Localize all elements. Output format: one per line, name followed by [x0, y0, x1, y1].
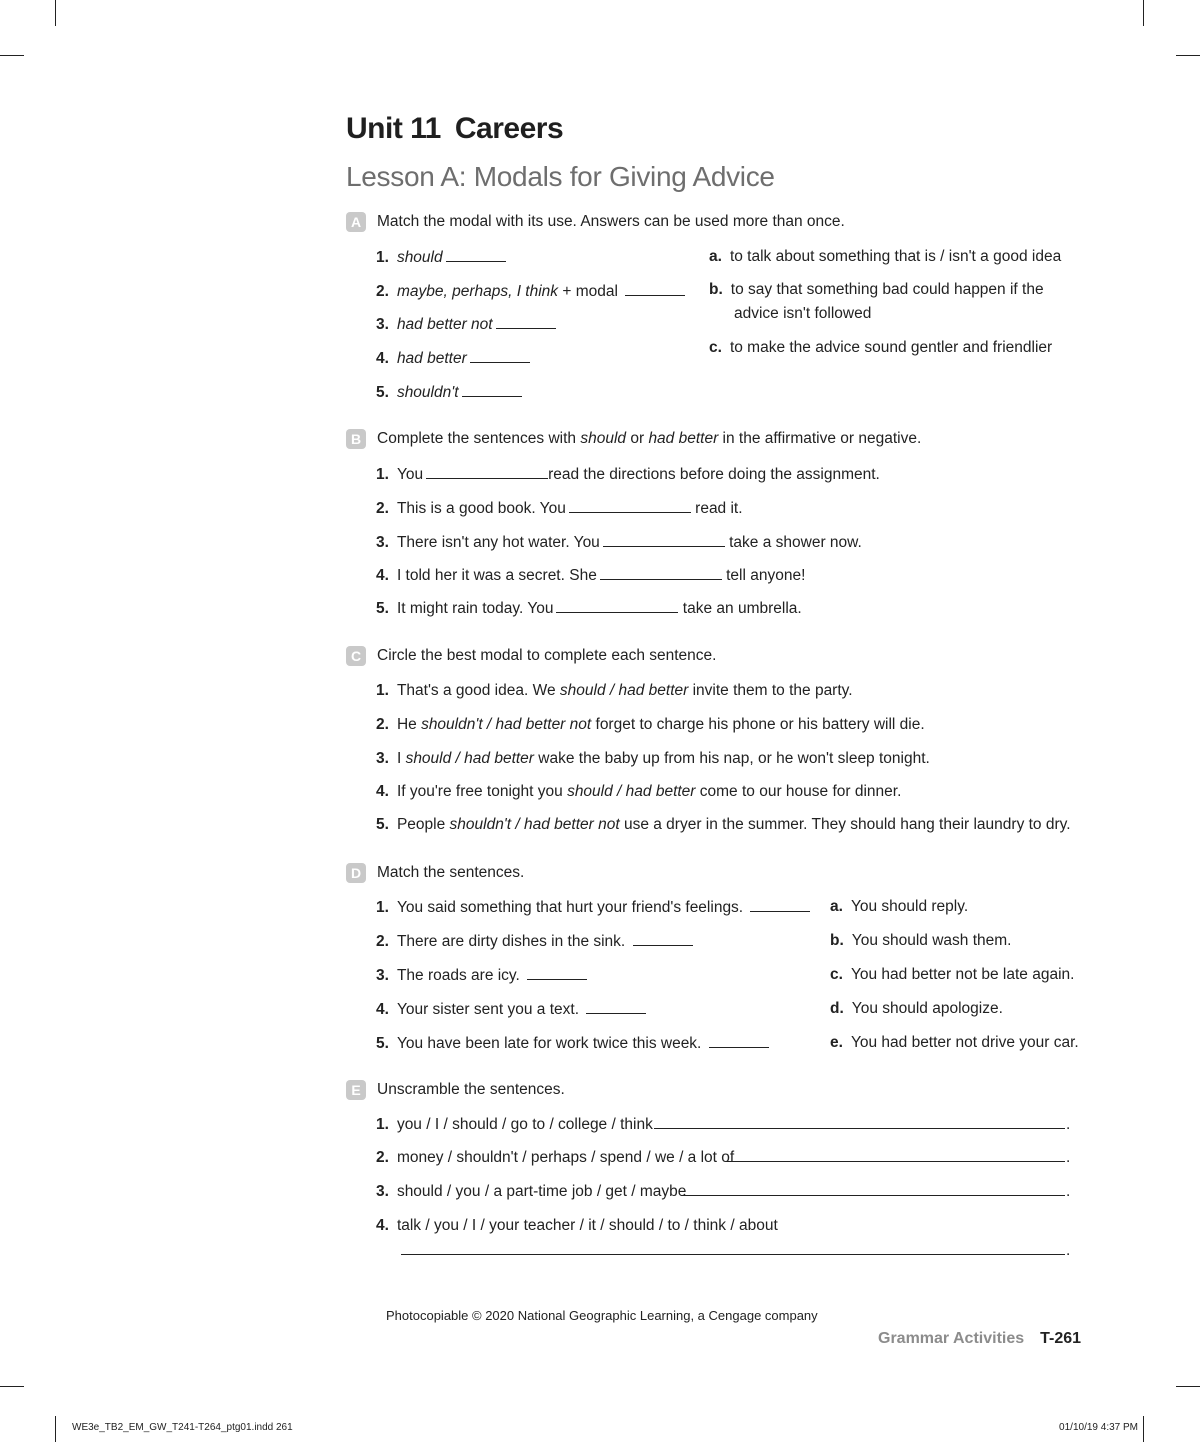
section-a-choice-continued: advice isn't followed	[734, 305, 872, 322]
item-number: 1.	[376, 899, 389, 916]
choice-letter: c.	[709, 339, 722, 356]
answer-blank[interactable]	[625, 281, 685, 296]
unit-label: Unit 11	[346, 112, 441, 145]
modal-choice[interactable]: shouldn't / had better not	[449, 816, 620, 833]
unit-title	[346, 112, 563, 146]
section-c-item	[376, 749, 930, 769]
answer-blank[interactable]	[527, 965, 587, 980]
item-number: 2.	[376, 1149, 389, 1166]
item-text: talk / you / I / your teacher / it / should / to / think / about	[396, 1217, 778, 1234]
section-d-choice	[830, 965, 1074, 985]
item-number: 5.	[376, 600, 389, 617]
crop-mark	[1143, 1416, 1144, 1442]
section-a-badge: A	[346, 212, 366, 232]
instruction-text: Complete the sentences with	[377, 430, 581, 447]
section-a-item	[376, 247, 506, 268]
section-d-badge: D	[346, 863, 366, 883]
crop-mark	[1176, 1386, 1200, 1387]
item-number: 4.	[376, 783, 389, 800]
section-b-item	[376, 598, 802, 619]
choice-text: You should wash them.	[851, 932, 1012, 949]
choice-letter: b.	[830, 932, 844, 949]
item-text-after: read it.	[695, 500, 743, 517]
section-d-choice	[830, 897, 968, 917]
crop-mark	[1143, 0, 1144, 26]
section-e-item	[376, 1115, 653, 1135]
item-text-before: If you're free tonight you	[396, 783, 568, 800]
item-number: 1.	[376, 1116, 389, 1133]
item-text: Your sister sent you a text.	[396, 1001, 580, 1018]
item-text: money / shouldn't / perhaps / spend / we / a lot of	[396, 1149, 735, 1166]
item-number: 1.	[376, 682, 389, 699]
section-e-item	[376, 1182, 686, 1202]
page-footer	[878, 1330, 1081, 1348]
section-d-choice	[830, 1033, 1079, 1053]
slug-date: 01/10/19 4:37 PM	[1059, 1422, 1138, 1433]
item-number: 2.	[376, 283, 389, 300]
item-number: 3.	[376, 316, 389, 333]
section-c-item	[376, 715, 925, 735]
section-d-item	[376, 999, 646, 1020]
answer-line[interactable]	[681, 1195, 1065, 1196]
item-number: 3.	[376, 750, 389, 767]
choice-text: to talk about something that is / isn't a good idea	[729, 248, 1062, 265]
item-modal: maybe, perhaps, I think	[396, 283, 559, 300]
item-number: 2.	[376, 500, 389, 517]
instruction-text: or	[626, 430, 649, 447]
item-text-after: invite them to the party.	[688, 682, 853, 699]
choice-letter: a.	[709, 248, 722, 265]
answer-blank[interactable]	[633, 931, 693, 946]
instruction-text: in the affirmative or negative.	[718, 430, 922, 447]
item-text-after: use a dryer in the summer. They should hang their laundry to dry.	[619, 816, 1071, 833]
item-text-before: That's a good idea. We	[396, 682, 560, 699]
item-text: you / I / should / go to / college / think	[396, 1116, 653, 1133]
crop-mark	[55, 1416, 56, 1442]
item-text-after: forget to charge his phone or his battery will die.	[591, 716, 925, 733]
item-number: 4.	[376, 350, 389, 367]
choice-letter: d.	[830, 1000, 844, 1017]
sentence-period: .	[1066, 1149, 1071, 1166]
item-text: You have been late for work twice this week.	[396, 1035, 702, 1052]
item-modal: had better	[396, 350, 467, 367]
section-c-item	[376, 815, 1071, 835]
item-number: 3.	[376, 1183, 389, 1200]
item-number: 5.	[376, 384, 389, 401]
choice-letter: c.	[830, 966, 843, 983]
choice-text: to make the advice sound gentler and friendlier	[729, 339, 1053, 356]
section-b-item	[376, 532, 862, 553]
section-b-item	[376, 565, 805, 586]
slug-filename: WE3e_TB2_EM_GW_T241-T264_ptg01.indd 261	[72, 1422, 293, 1433]
item-text: You said something that hurt your friend's feelings.	[396, 899, 744, 916]
choice-letter: e.	[830, 1034, 843, 1051]
section-e-item	[376, 1148, 734, 1168]
answer-line[interactable]	[401, 1254, 1065, 1255]
item-number: 3.	[376, 534, 389, 551]
section-label: Grammar Activities	[878, 1330, 1025, 1347]
section-a-item	[376, 348, 530, 369]
item-number: 5.	[376, 1035, 389, 1052]
item-text-after: take an umbrella.	[682, 600, 802, 617]
item-text-before: You	[396, 466, 424, 483]
crop-mark	[1176, 55, 1200, 56]
section-a-choice	[709, 338, 1052, 358]
section-c-badge: C	[346, 646, 366, 666]
sentence-period: .	[1066, 1183, 1071, 1200]
copyright-notice: Photocopiable © 2020 National Geographic Learning, a Cengage company	[386, 1308, 818, 1323]
section-b-item	[376, 464, 880, 485]
answer-blank[interactable]	[462, 382, 522, 397]
section-e-item	[376, 1216, 778, 1236]
item-text-after: tell anyone!	[726, 567, 806, 584]
section-a-choice	[709, 280, 1044, 300]
section-d-item	[376, 897, 810, 918]
unit-name: Careers	[454, 112, 564, 145]
answer-blank[interactable]	[709, 1033, 769, 1048]
item-number: 5.	[376, 816, 389, 833]
modal-choice[interactable]: should / had better	[567, 783, 696, 800]
instruction-italic: had better	[648, 430, 719, 447]
answer-blank[interactable]	[496, 314, 556, 329]
item-number: 2.	[376, 716, 389, 733]
item-text: + modal	[558, 283, 618, 300]
item-modal: should	[396, 249, 443, 266]
item-text-before: People	[396, 816, 450, 833]
item-number: 1.	[376, 466, 389, 483]
item-modal: shouldn't	[396, 384, 459, 401]
item-modal: had better not	[396, 316, 493, 333]
item-number: 4.	[376, 1217, 389, 1234]
item-text: should / you / a part-time job / get / maybe	[396, 1183, 687, 1200]
answer-blank[interactable]	[556, 598, 678, 613]
section-c-item	[376, 681, 853, 701]
item-text-after: wake the baby up from his nap, or he won't sleep tonight.	[533, 750, 930, 767]
section-b-badge: B	[346, 429, 366, 449]
section-b-instruction	[377, 429, 921, 449]
item-text-before: It might rain today. You	[396, 600, 554, 617]
sentence-period: .	[1066, 1242, 1071, 1259]
page-number: T-261	[1040, 1330, 1082, 1347]
crop-mark	[55, 0, 56, 26]
answer-blank[interactable]	[600, 565, 722, 580]
item-text-before: He	[396, 716, 422, 733]
instruction-italic: should	[580, 430, 627, 447]
answer-line[interactable]	[726, 1161, 1065, 1162]
item-text-after: take a shower now.	[729, 534, 862, 551]
section-e-badge: E	[346, 1080, 366, 1100]
choice-letter: b.	[709, 281, 723, 298]
modal-choice[interactable]: should / had better	[559, 682, 689, 699]
modal-choice[interactable]: shouldn't / had better not	[421, 716, 592, 733]
item-number: 1.	[376, 249, 389, 266]
choice-letter: a.	[830, 898, 843, 915]
section-d-choice	[830, 999, 1003, 1019]
answer-blank[interactable]	[586, 999, 646, 1014]
item-text-after: read the directions before doing the assignment.	[548, 466, 880, 483]
item-text-before: I	[396, 750, 406, 767]
item-text-after: come to our house for dinner.	[695, 783, 902, 800]
item-number: 4.	[376, 1001, 389, 1018]
modal-choice[interactable]: should / had better	[405, 750, 534, 767]
choice-text: You should apologize.	[851, 1000, 1003, 1017]
item-number: 4.	[376, 567, 389, 584]
answer-line[interactable]	[654, 1128, 1065, 1129]
choice-text: to say that something bad could happen if the	[730, 281, 1044, 298]
answer-blank[interactable]	[426, 464, 548, 479]
crop-mark	[0, 1386, 24, 1387]
section-d-instruction: Match the sentences.	[377, 864, 525, 881]
answer-blank[interactable]	[603, 532, 725, 547]
section-a-item	[376, 314, 556, 335]
section-e-instruction: Unscramble the sentences.	[377, 1081, 565, 1098]
section-a-item	[376, 382, 522, 403]
section-c-instruction: Circle the best modal to complete each sentence.	[377, 647, 717, 664]
choice-text: You should reply.	[850, 898, 969, 915]
answer-blank[interactable]	[470, 348, 530, 363]
answer-blank[interactable]	[569, 498, 691, 513]
crop-mark	[0, 55, 24, 56]
item-number: 2.	[376, 933, 389, 950]
item-number: 3.	[376, 967, 389, 984]
item-text-before: I told her it was a secret. She	[396, 567, 597, 584]
section-a-instruction: Match the modal with its use. Answers can be used more than once.	[377, 213, 845, 230]
section-b-item	[376, 498, 743, 519]
sentence-period: .	[1066, 1116, 1071, 1133]
item-text: There are dirty dishes in the sink.	[396, 933, 626, 950]
item-text-before: This is a good book. You	[396, 500, 566, 517]
section-d-item	[376, 931, 693, 952]
section-c-item	[376, 782, 901, 802]
choice-text: You had better not be late again.	[850, 966, 1075, 983]
section-a-item	[376, 281, 685, 302]
section-a-choice	[709, 247, 1061, 267]
answer-blank[interactable]	[446, 247, 506, 262]
section-d-item	[376, 1033, 769, 1054]
section-d-choice	[830, 931, 1011, 951]
section-d-item	[376, 965, 587, 986]
item-text-before: There isn't any hot water. You	[396, 534, 600, 551]
item-text: The roads are icy.	[396, 967, 520, 984]
lesson-title: Lesson A: Modals for Giving Advice	[346, 161, 775, 192]
answer-blank[interactable]	[750, 897, 810, 912]
choice-text: You had better not drive your car.	[850, 1034, 1079, 1051]
